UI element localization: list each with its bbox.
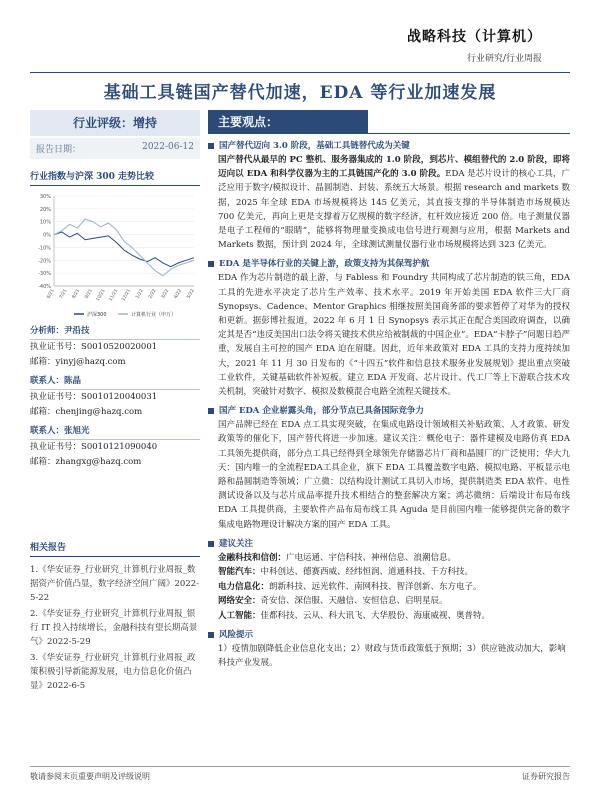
bullet-square-icon [208, 632, 214, 638]
rating-value: 增持 [133, 116, 158, 130]
x-tick-label: 2/22 [148, 288, 158, 300]
left-sidebar [30, 110, 200, 470]
point-1-head: 国产替代迈向 3.0 阶段，基础工具链替代成为关键 [208, 140, 570, 153]
bullet-square-icon [208, 143, 214, 149]
series-line-1 [54, 232, 194, 267]
chart-svg [30, 190, 200, 320]
analyst-3-email[interactable]: 邮箱：zhangxg@hazq.com [30, 457, 142, 467]
point-3-body: 国产品牌已经在 EDA 点工具实现突破，在集成电路设计领域相关补贴政策、人才政策、研发政策等的催化下，国产替代将进一步加速。建议关注：概伦电子：器件建模及电路仿真 EDA 工具领先提供商，部分点工具已经得到全球领先存储器芯片厂商和晶圆厂的广泛使用；华大九天：国内唯一的全流程EDA工具企业，旗下 EDA 工具覆盖数字电路、模拟电路、平板显示电路和晶圆制造等领域；广立微：以结构设计测试工具切入市场，提供制造类 EDA 软件、电性测试设备以及与芯片成品率提升技术相结合的整套解决方案；鸿芯微纳：后端设计布局布线 EDA 工具提供商，主要软件产品布局布线工具 Aguda 是目前国内唯一能够提供完备的数字集成电路物理设计解决方案的国产 EDA 工具。 [218, 420, 570, 530]
date-value: 2022-06-12 [142, 142, 194, 152]
y-tick-label: 10% [39, 219, 51, 226]
x-tick-label: 4/22 [173, 288, 184, 300]
related-list [30, 563, 200, 693]
chart-title: 行业指数与沪深 300 走势比较 [30, 169, 200, 186]
report-header [407, 26, 542, 64]
footer-label: 证券研究报告 [522, 772, 570, 781]
legend-label-2: 计算机行业（申万） [131, 312, 177, 318]
related-item[interactable]: 1.《华安证券_行业研究_计算机行业周报_数据资产价值凸显，数字经济空间广阔》2022-5-22 [30, 565, 200, 603]
main-content [208, 110, 570, 670]
x-tick-label: 11/21 [108, 288, 120, 303]
key-points-title: 主要观点： [208, 110, 368, 134]
x-tick-label: 9/21 [84, 288, 94, 300]
y-tick-label: -20% [38, 258, 51, 265]
x-tick-label: 8/21 [71, 288, 82, 300]
y-tick-label: 20% [39, 206, 51, 213]
point-3 [208, 405, 570, 532]
point-3-head: 国产 EDA 企业崭露头角，部分节点已具备国际竞争力 [208, 405, 570, 418]
index-comparison-chart [30, 190, 200, 320]
analyst-1-id: 执业证书号：S0010520020001 [30, 342, 158, 352]
watch-row: 电力信息化：朗新科技、远光软件、南网科技、智洋创新、东方电子。 [218, 581, 482, 592]
point-1-body [208, 153, 570, 252]
report-type: 行业研究/行业周报 [466, 54, 542, 64]
bullet-square-icon [208, 408, 214, 414]
bullet-square-icon [208, 261, 214, 267]
watch-section [208, 538, 570, 624]
point-1-bold-text: 国产替代从最早的 PC 整机、服务器集成的 1.0 阶段，到芯片、模组替代的 2.0 阶段，即将迈向以 EDA 和科学仪器为主的工具链国产化的 3.0 阶段。 [218, 155, 570, 180]
analyst-1-name-row: 分析师：尹沿技 [30, 324, 200, 340]
date-label: 报告日期： [36, 145, 82, 155]
x-tick-label: 6/21 [46, 288, 56, 300]
watch-row: 智能汽车：中科创达、德赛西威、经纬恒润、道通科技、千方科技。 [218, 567, 474, 578]
footer-divider [30, 766, 570, 767]
header-divider [30, 72, 570, 73]
x-tick-label: 3/22 [160, 288, 171, 300]
watch-row: 人工智能：佳都科技、云从、科大讯飞、大华股份、海康威视、奥普特。 [218, 610, 491, 621]
x-tick-label: 12/21 [121, 288, 133, 303]
analyst-2-name-row: 联系人：陈晶 [30, 374, 200, 390]
watch-row: 网络安全：奇安信、深信服、天融信、安恒信息、启明星辰。 [218, 596, 448, 607]
analyst-3-name-row: 联系人：张旭光 [30, 424, 200, 440]
risk-text: 1）疫情加剧降低企业信息化支出；2）财政与货币政策低于预期；3）供应链波动加大，影响科技产业发展。 [218, 644, 566, 669]
bullet-square-icon [208, 541, 214, 547]
point-2 [208, 258, 570, 399]
related-reports [30, 530, 200, 695]
x-tick-label: 10/21 [95, 288, 107, 303]
report-date-row [30, 138, 200, 159]
related-title: 相关报告 [30, 540, 200, 557]
risk-head: 风险提示 [208, 629, 570, 642]
report-title: 基础工具链国产替代加速，EDA 等行业加速发展 [103, 83, 497, 103]
y-tick-label: -40% [38, 284, 51, 290]
rating-box [30, 110, 200, 136]
analyst-2-email[interactable]: 邮箱：chenjing@hazq.com [30, 407, 143, 417]
related-item[interactable]: 2.《华安证券_行业研究_计算机行业周报_银行 IT 投入持续增长，金融科技有望长期高景气》2022-5-29 [30, 609, 198, 647]
analyst-2-id: 执业证书号：S0010120040031 [30, 392, 158, 402]
analyst-block [30, 324, 200, 470]
analyst-1-email[interactable]: 邮箱：yinyj@hazq.com [30, 357, 126, 367]
y-tick-label: -10% [38, 245, 51, 252]
watch-list [208, 551, 570, 624]
x-tick-label: 1/22 [135, 288, 145, 300]
rating-label: 行业评级： [72, 116, 133, 130]
risk-section [208, 629, 570, 670]
watch-head: 建议关注 [208, 538, 570, 551]
point-2-body: EDA 作为芯片制造的最上游，与 Fabless 和 Foundry 共同构成了芯片制造的铁三角，EDA 工具的先进水平决定了芯片生产效率、技术水平。2019 年开始美国 EDA 软件三大厂商 Synopsys、Cadence、Mentor Graphics 相继按照美国商务部的要求暂停了对华为的授权和更新。据彭博社报道，2022 年 6 月 1 日 Synopsys 表示其正在配合美国政府调查，以确定其是否“违反美国出口法令将关键技术供应给被制裁的中国企业”。EDA“卡脖子”问题日趋严重，发展自主可控的国产 EDA 迫在眉睫。因此，近年来政策对 EDA 工具的支持力度持续加大，2021 年 11 月 30 日发布的《“十四五”软件和信息技术服务业发展规划》提出重点突破工业软件，关键基础软件补短板。建立 EDA 开发商、芯片设计、代工厂等上下游联合技术攻关机制，突破针对数字、模拟及数模混合电路全流程关键技术。 [218, 273, 570, 398]
watch-row: 金融科技和信创：广电运通、宇信科技、神州信息、浪潮信息。 [218, 552, 457, 563]
point-2-head: EDA 是半导体行业的关键上游，政策支持为其保驾护航 [208, 258, 570, 271]
footer-disclaimer[interactable]: 敬请参阅末页重要声明及评级说明 [30, 772, 150, 781]
y-tick-label: 30% [39, 194, 51, 200]
related-item[interactable]: 3.《华安证券_行业研究_计算机行业周报_政策积极引导新能源发展，电力信息化价值凸显》2022-6-5 [30, 653, 196, 691]
x-tick-label: 7/21 [59, 288, 69, 300]
point-1-text: EDA 是芯片设计的核心工具，广泛应用于数字/模拟设计、晶圆制造、封装、系统五大场景。根据 research and markets 数据，2025 年全球 EDA 市场规模将达 145 亿美元，其直接支撑的半导体制造市场规模达 700 亿美元，再向上更是支撑着万亿规模的数字经济，杠杆效应接近 200 倍。电子测量仪器是电子工程师的“眼睛”，能够将物理量变换成电信号进行观测与应用，根据 Markets and Markets 数据，预计到 2024 年，全球测试测量仪器行业市场规模将达到 323 亿美元。 [218, 169, 570, 251]
brand-title: 战略科技（计算机） [407, 29, 542, 45]
y-tick-label: 0% [43, 232, 51, 239]
legend-label-1: 沪深300 [87, 312, 107, 318]
y-tick-label: -30% [38, 271, 51, 278]
point-1 [208, 140, 570, 252]
analyst-3-id: 执业证书号：S0010121090040 [30, 442, 158, 452]
x-tick-label: 5/22 [186, 288, 196, 300]
